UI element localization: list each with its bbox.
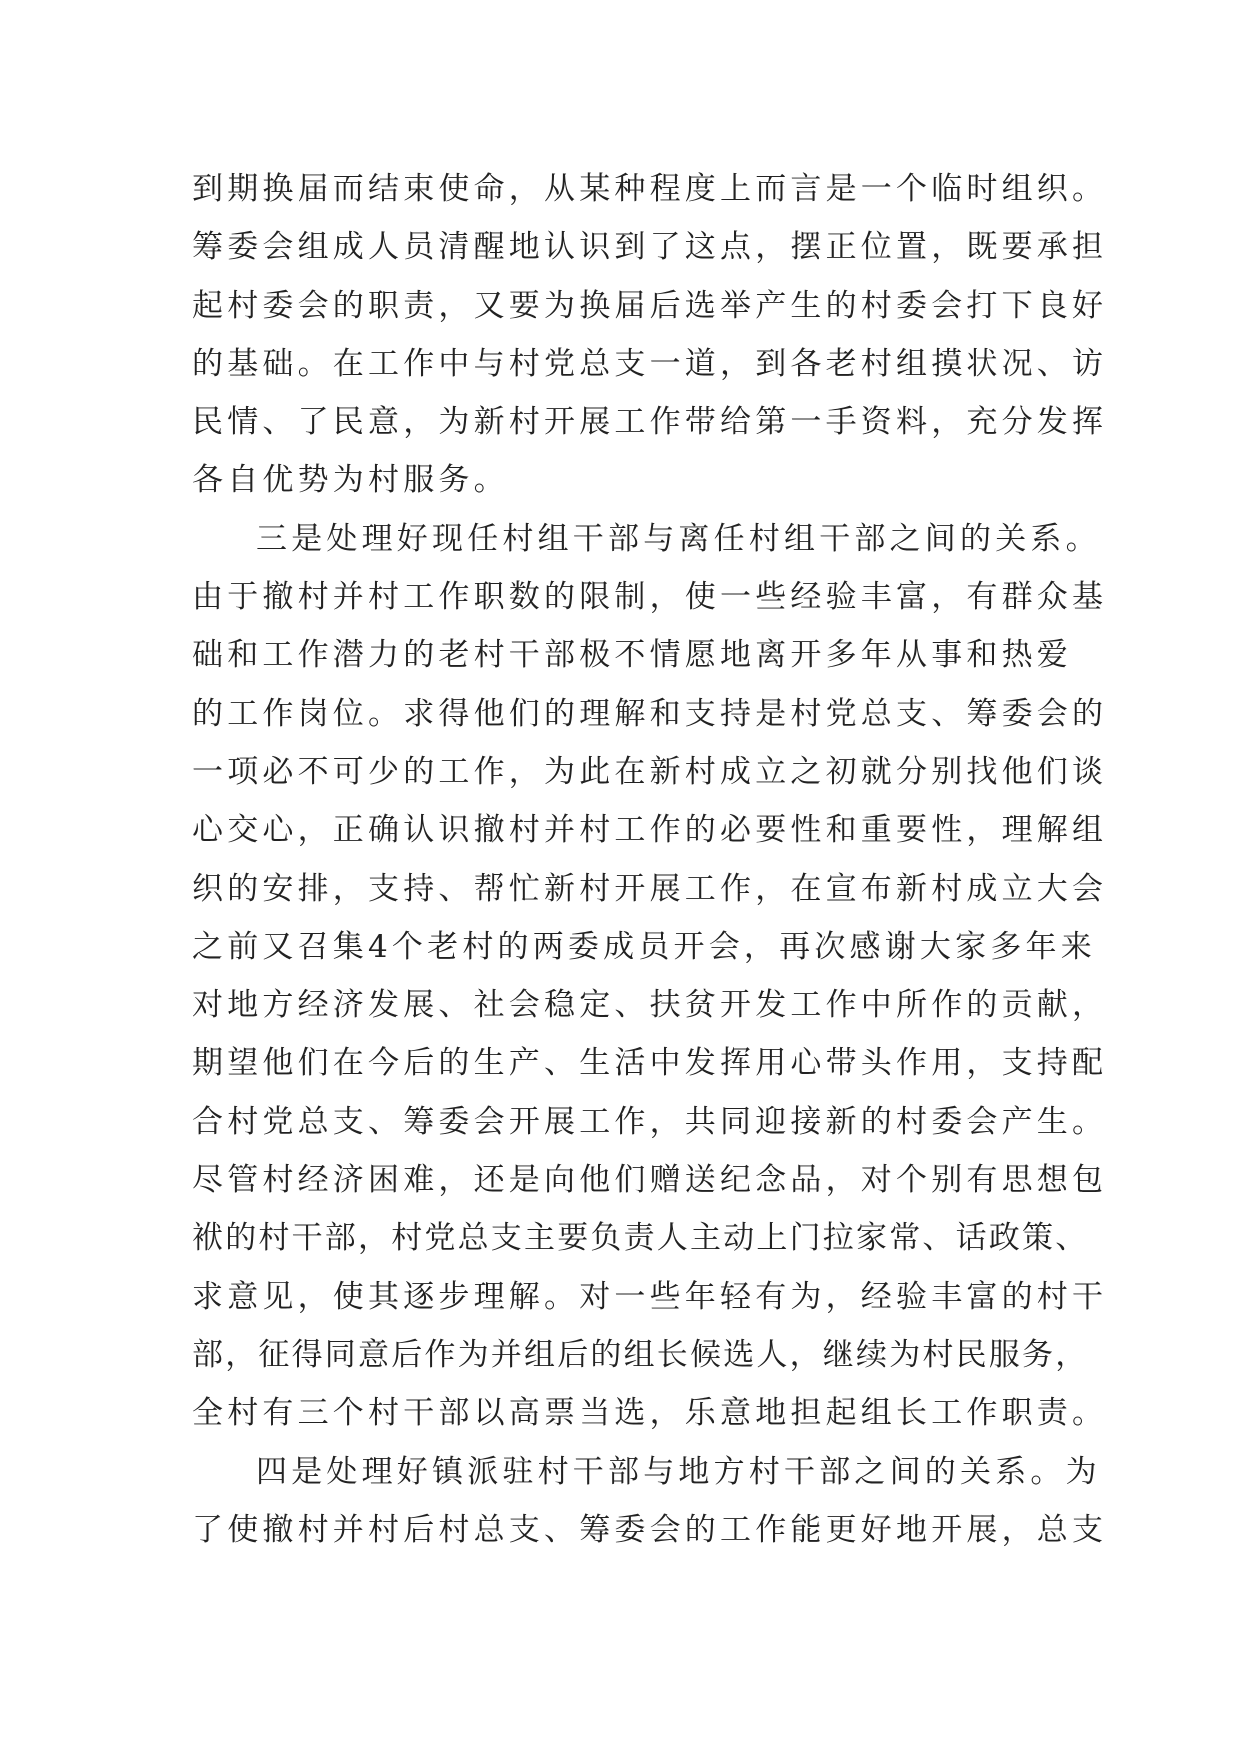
text-line: 各自优势为村服务。	[192, 462, 509, 499]
text-line: 了使撤村并村后村总支、筹委会的工作能更好地开展，总支	[192, 1511, 1108, 1548]
text-line: 到期换届而结束使命，从某种程度上而言是一个临时组织。	[192, 171, 1108, 207]
text-line: 之前又召集4个老村的两委成员开会，再次感谢大家多年来	[192, 928, 1096, 965]
text-line: 合村党总支、筹委会开展工作，共同迎接新的村委会产生。	[192, 1103, 1108, 1140]
text-line: 的基础。在工作中与村党总支一道，到各老村组摸状况、访	[192, 345, 1108, 382]
text-line: 对地方经济发展、社会稳定、扶贫开发工作中所作的贡献，	[192, 987, 1108, 1024]
text-line: 起村委会的职责，又要为换届后选举产生的村委会打下良好	[192, 287, 1108, 324]
text-line: 袱的村干部，村党总支主要负责人主动上门拉家常、话政策、	[192, 1220, 1089, 1257]
text-line: 求意见，使其逐步理解。对一些年轻有为，经验丰富的村干	[192, 1278, 1108, 1315]
text-line: 由于撤村并村工作职数的限制，使一些经验丰富，有群众基	[192, 579, 1108, 616]
text-line: 全村有三个村干部以高票当选，乐意地担起组长工作职责。	[192, 1395, 1108, 1432]
paragraph-start-line: 四是处理好镇派驻村干部与地方村干部之间的关系。为	[256, 1453, 1101, 1490]
text-line: 民情、了民意，为新村开展工作带给第一手资料，充分发挥	[192, 404, 1108, 441]
text-line: 础和工作潜力的老村干部极不情愿地离开多年从事和热爱	[192, 637, 1072, 674]
text-line: 织的安排，支持、帮忙新村开展工作，在宣布新村成立大会	[192, 870, 1108, 907]
paragraph-start-line: 三是处理好现任村组干部与离任村组干部之间的关系。	[256, 520, 1101, 557]
text-line: 期望他们在今后的生产、生活中发挥用心带头作用，支持配	[192, 1045, 1108, 1082]
text-line: 一项必不可少的工作，为此在新村成立之初就分别找他们谈	[192, 753, 1108, 790]
body-text	[192, 160, 1108, 1559]
text-line: 尽管村经济困难，还是向他们赠送纪念品，对个别有思想包	[192, 1162, 1108, 1199]
text-line: 的工作岗位。求得他们的理解和支持是村党总支、筹委会的	[192, 695, 1108, 732]
text-line: 筹委会组成人员清醒地认识到了这点，摆正位置，既要承担	[192, 229, 1108, 266]
text-line: 心交心，正确认识撤村并村工作的必要性和重要性，理解组	[192, 812, 1108, 849]
text-line: 部，征得同意后作为并组后的组长候选人，继续为村民服务，	[192, 1336, 1089, 1373]
